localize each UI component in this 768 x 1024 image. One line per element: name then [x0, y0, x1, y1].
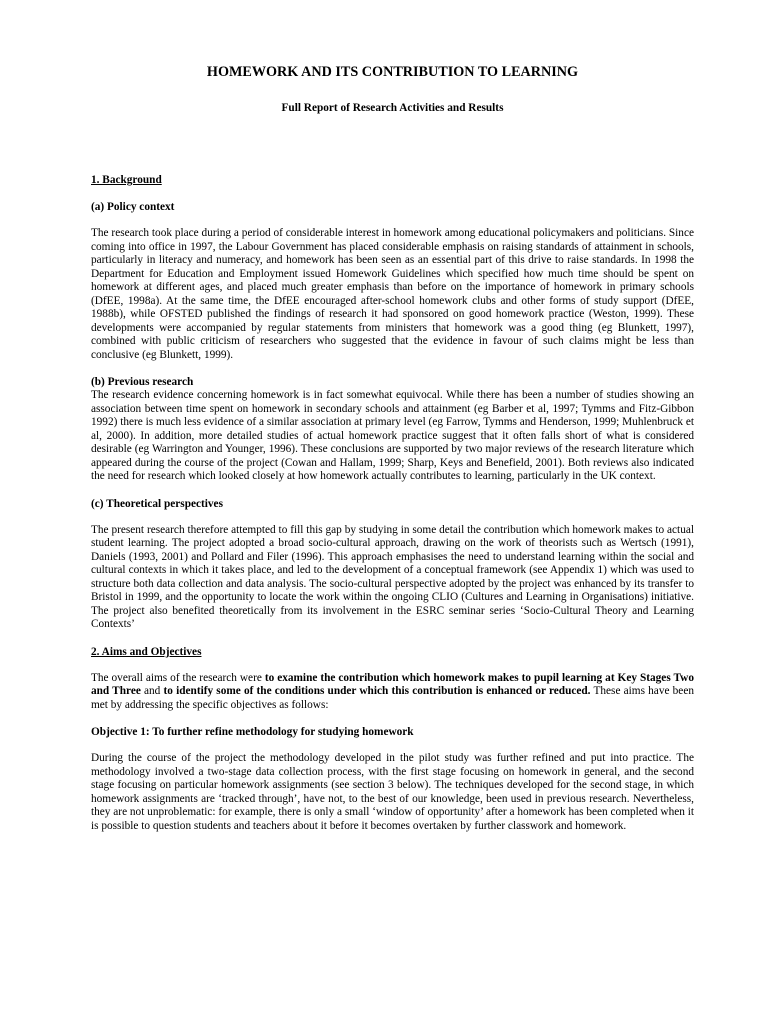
- aims-bold-2: to identify some of the conditions under which this contribution is enhanced or reduced.: [163, 685, 591, 697]
- section-heading-background: 1. Background: [91, 174, 162, 186]
- aims-text-1: The overall aims of the research were: [91, 671, 265, 684]
- paragraph-theoretical-perspectives: The present research therefore attempted to fill this gap by studying in some detail the contribution which homework makes to actual student learning. The project adopted a broad socio-cultural approach, drawing on the work of theorists such as Wertsch (1991), Daniels (1993, 2001) and Pollard and Filer (1996). This approach emphasises the need to understand learning within the social and cultural contexts in which it takes place, and led to the development of a conceptual framework (see Appendix 1) which was used to structure both data collection and data analysis. The socio-cultural perspective adopted by the project was enhanced by its transfer to Bristol in 1999, and the opportunity to locate the work within the ongoing CLIO (Cultures and Learning in Organisations) initiative. The project also benefited theoretically from its involvement in the ESRC seminar series ‘Socio-Cultural Theory and Learning Contexts’: [91, 523, 694, 630]
- paragraph-policy-context: The research took place during a period of considerable interest in homework among educational policymakers and politicians. Since coming into office in 1997, the Labour Government has placed considerable emphasis on raising standards of attainment in schools, particularly in literacy and numeracy, and homework has been seen as an essential part of this drive to raise standards. In 1998 the Department for Education and Employment issued Homework Guidelines which specified how much time should be spent on homework at different ages, and placed much greater emphasis than before on the importance of homework in primary schools (DfEE, 1998a). At the same time, the DfEE encouraged after-school homework clubs and other forms of study support (DfEE, 1988b), while OFSTED published the findings of research it had sponsored on good homework practice (Weston, 1999). These developments were accompanied by regular statements from ministers that homework was a good thing (eg Blunkett, 1997), combined with public criticism of researchers who suggested that the evidence in favour of such claims might be less than conclusive (eg Blunkett, 1999).: [91, 227, 694, 361]
- aims-text-3: These aims have been met by addressing the specific objectives as follows:: [91, 685, 694, 711]
- document-title: HOMEWORK AND ITS CONTRIBUTION TO LEARNING: [206, 64, 579, 80]
- subheading-objective-1: Objective 1: To further refine methodology for studying homework: [91, 726, 414, 738]
- paragraph-objective-1: During the course of the project the methodology developed in the pilot study was further refined and put into practice. The methodology involved a two-stage data collection process, with the first stage focusing on homework in general, and the second stage focusing on particular homework assignments (see section 3 below). The techniques developed for the second stage, in which homework assignments are ‘tracked through’, have not, to the best of our knowledge, been used in previous research. Nevertheless, they are not unproblematic: for example, there is only a small ‘window of opportunity’ after a homework has been completed when it is possible to question students and teachers about it before it becomes overtaken by further classwork and homework.: [91, 752, 694, 832]
- aims-bold-1: to examine the contribution which homework makes to pupil learning at Key Stages Two and Three: [91, 671, 694, 697]
- paragraph-overall-aims: [91, 672, 694, 713]
- aims-text-2: and: [140, 685, 164, 697]
- subheading-policy-context: (a) Policy context: [91, 201, 175, 213]
- section-heading-aims-objectives: 2. Aims and Objectives: [91, 645, 202, 658]
- paragraph-previous-research: The research evidence concerning homework is in fact somewhat equivocal. While there has been a number of studies showing an association between time spent on homework in secondary schools and attainment (eg Barber et al, 1997; Tymms and Fitz-Gibbon 1992) there is much less evidence of a similar association at primary level (eg Farrow, Tymms and Henderson, 1999; Muhlenbruck et al, 2000). In addition, more detailed studies of actual homework practice suggest that it often falls short of what is considered desirable (eg Warrington and Younger, 1996). These conclusions are supported by two major reviews of the research literature which appeared during the course of the project (Cowan and Hallam, 1999; Sharp, Keys and Benefield, 2001). Both reviews also indicated the need for research which looked closely at how homework actually contributes to learning, particularly in the UK context.: [91, 389, 694, 482]
- subheading-theoretical-perspectives: (c) Theoretical perspectives: [91, 497, 223, 510]
- document-subtitle: Full Report of Research Activities and Results: [281, 102, 504, 114]
- subheading-previous-research: (b) Previous research: [91, 376, 194, 388]
